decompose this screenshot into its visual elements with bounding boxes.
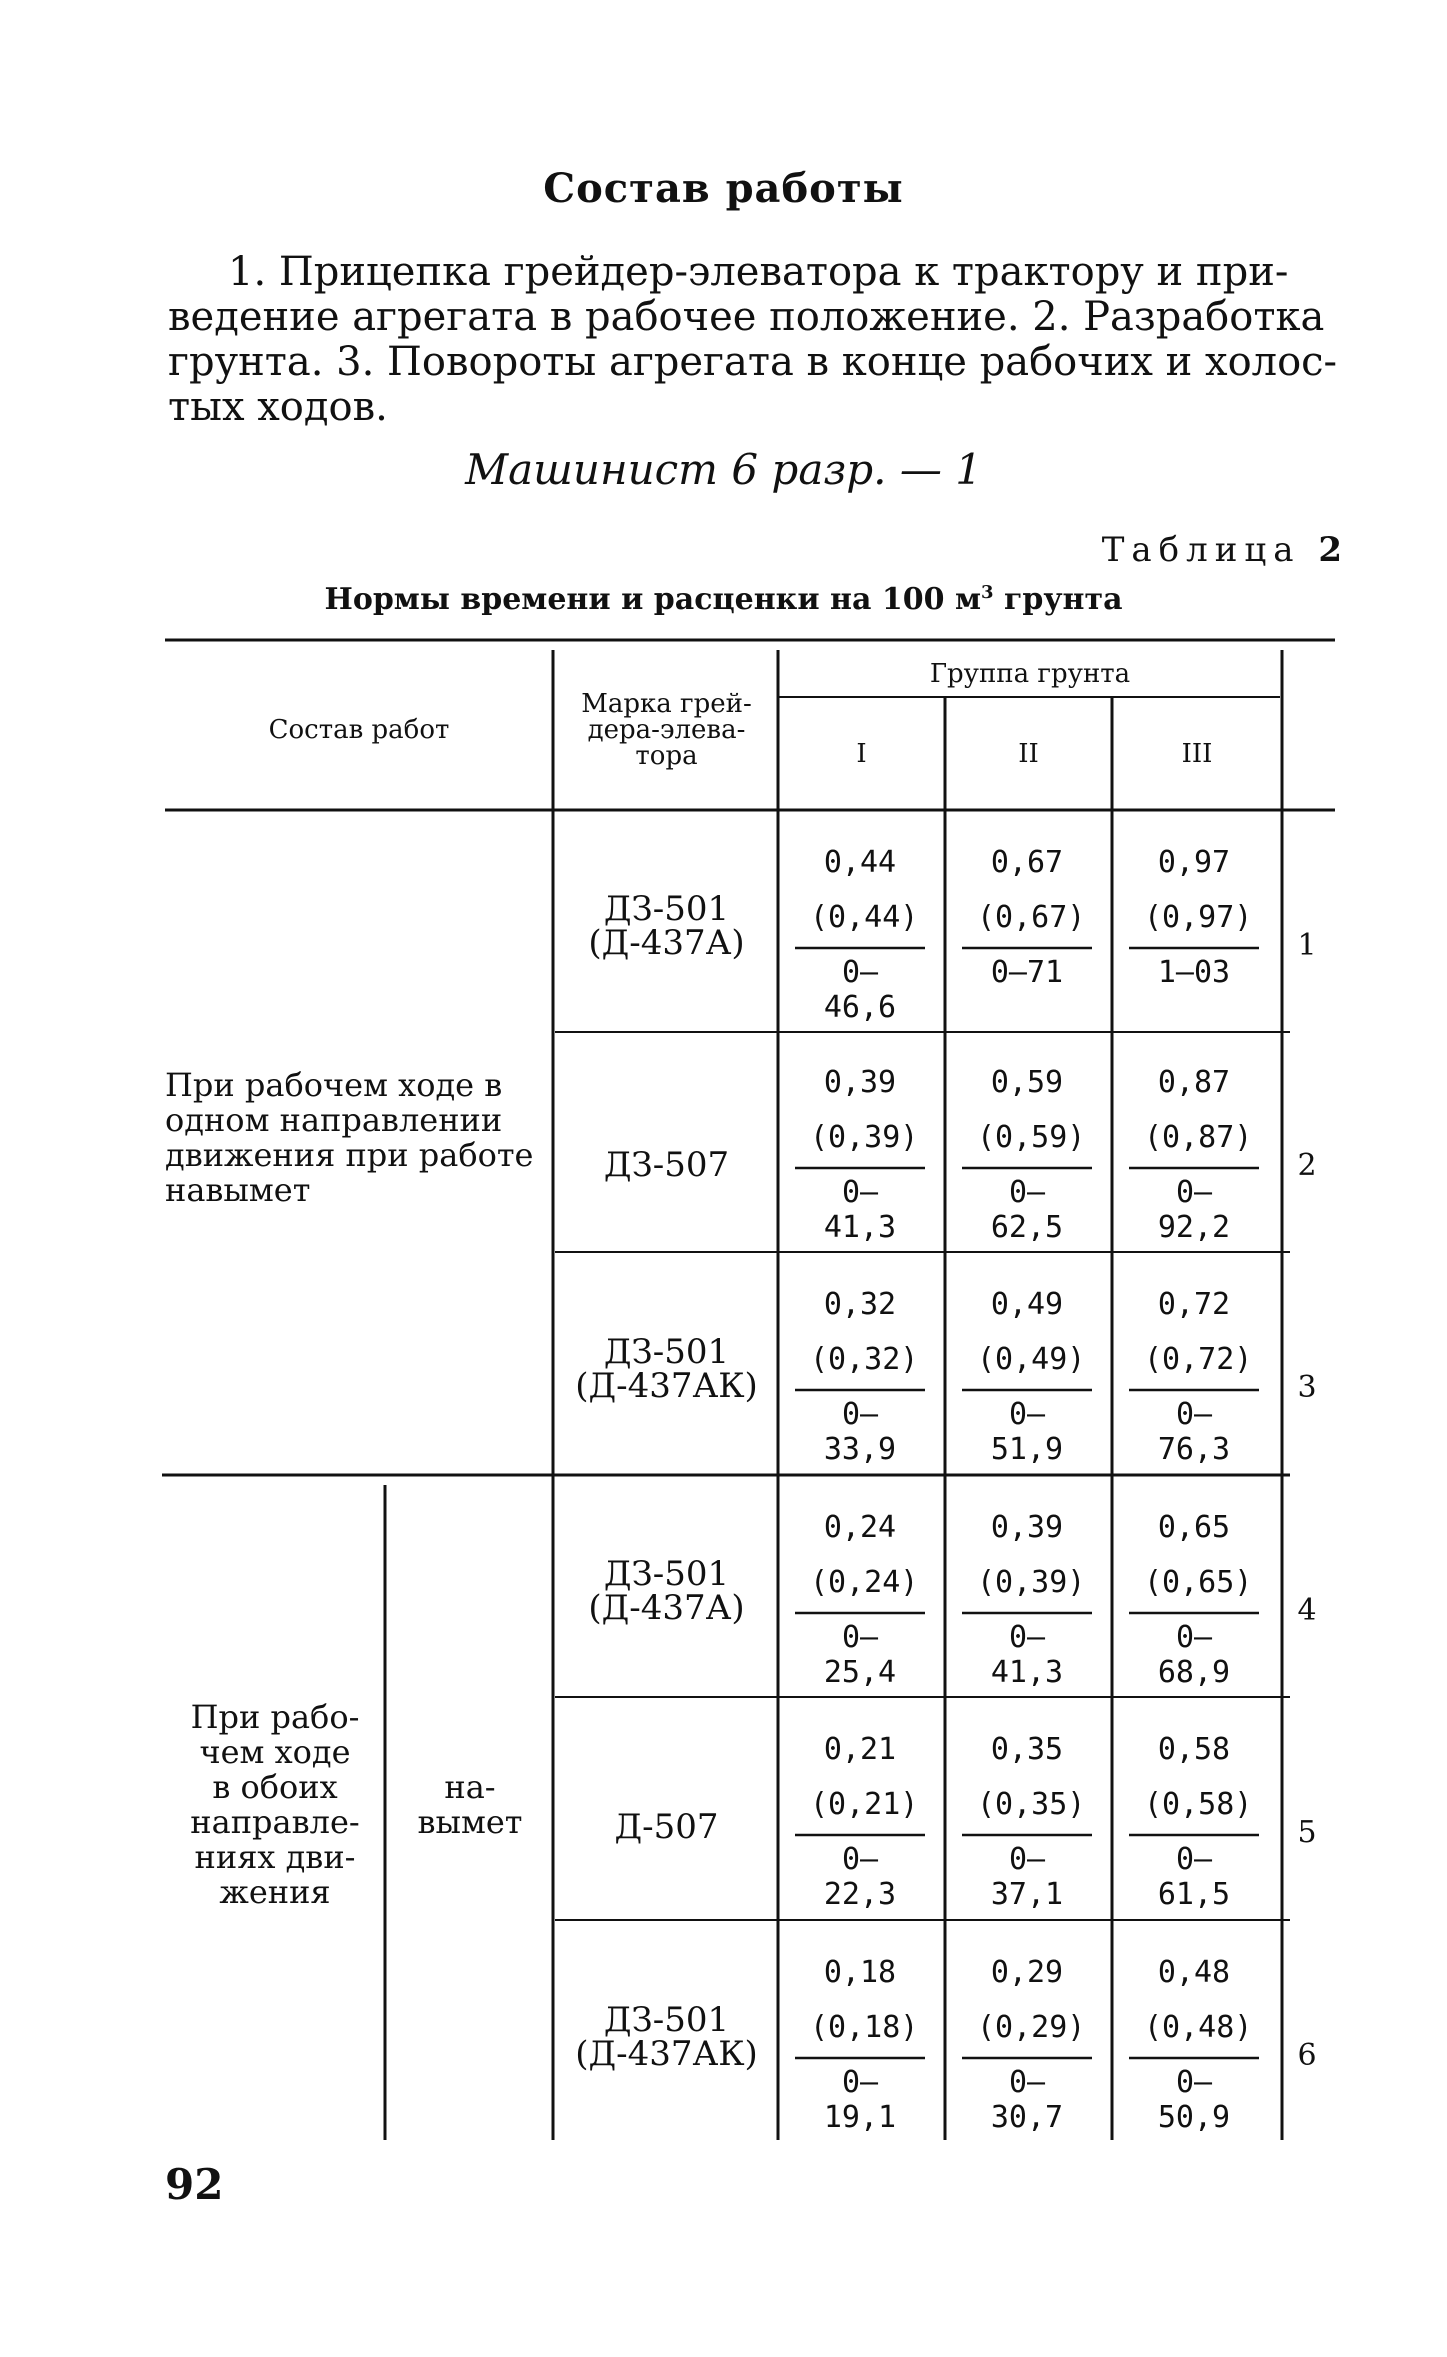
norm-value: 0,87 <box>1157 1065 1231 1100</box>
paragraph-line: 1. Прицепка грейдер-элеватора к трактору и при- <box>228 249 1289 295</box>
brand-line: ДЗ-501 <box>603 1554 730 1594</box>
rate-value: 0—62,5 <box>990 1175 1064 1245</box>
desc-line: жения <box>219 1873 331 1911</box>
header-marka-line: тора <box>635 741 698 771</box>
rate-value: 0—25,4 <box>823 1620 897 1690</box>
header-marka <box>555 650 778 810</box>
norm-value-paren: (0,39) <box>810 1120 919 1155</box>
rate-value: 0—30,7 <box>990 2065 1064 2135</box>
norm-value: 0,44 <box>823 845 897 880</box>
norm-value: 0,67 <box>990 845 1064 880</box>
norm-value: 0,21 <box>823 1732 897 1767</box>
section-2-sub-description <box>395 1770 545 1840</box>
desc-line: вымет <box>417 1803 523 1841</box>
norm-value: 0,29 <box>990 1955 1064 1990</box>
brand-line: (Д-437А) <box>588 1588 745 1628</box>
norm-value: 0,32 <box>823 1287 897 1322</box>
norm-value: 0,58 <box>1157 1732 1231 1767</box>
norm-value: 0,49 <box>990 1287 1064 1322</box>
desc-line: направле- <box>190 1803 360 1841</box>
desc-line: в обоих <box>212 1768 338 1806</box>
brand-cell <box>555 1707 778 1947</box>
brand-line: Д-507 <box>614 1807 719 1847</box>
norm-value-paren: (0,49) <box>977 1342 1086 1377</box>
header-group-1: I <box>856 738 867 769</box>
norm-value-paren: (0,18) <box>810 2010 919 2045</box>
paragraph-line: грунта. 3. Повороты агрегата в конце рабочих и холос- <box>168 339 1338 385</box>
norm-value-paren: (0,58) <box>1144 1787 1253 1822</box>
header-group-3: III <box>1181 738 1213 769</box>
norm-value: 0,18 <box>823 1955 897 1990</box>
caption-superscript: 3 <box>981 582 994 603</box>
brand-cell <box>555 1045 778 1285</box>
norm-value: 0,72 <box>1157 1287 1231 1322</box>
rate-value: 0—41,3 <box>990 1620 1064 1690</box>
header-gruppa-grunta: Группа грунта <box>929 658 1131 689</box>
brand-line: ДЗ-501 <box>603 1331 730 1372</box>
norm-value-paren: (0,44) <box>810 900 919 935</box>
row-number: 5 <box>1297 1814 1317 1850</box>
desc-line: навымет <box>165 1171 311 1209</box>
header-sostav-rabot: Состав работ <box>268 715 450 745</box>
header-marka-line: дера-элева- <box>587 715 746 745</box>
norm-value: 0,24 <box>823 1510 897 1545</box>
caption-text: Нормы времени и расценки на 100 м <box>324 582 981 617</box>
paragraph-line: ведение агрегата в рабочее положение. 2. Разработка <box>168 294 1325 340</box>
rate-value: 0—68,9 <box>1157 1620 1231 1690</box>
norm-value-paren: (0,97) <box>1144 900 1253 935</box>
section-heading: Состав работы <box>543 165 904 212</box>
rate-value: 0—19,1 <box>823 2065 897 2135</box>
brand-line: ДЗ-501 <box>603 1999 730 2040</box>
rate-value: 0—76,3 <box>1157 1397 1231 1467</box>
norm-value-paren: (0,39) <box>977 1565 1086 1600</box>
norm-value-paren: (0,65) <box>1144 1565 1253 1600</box>
desc-line: При рабо- <box>190 1698 360 1736</box>
rate-value: 0—71 <box>990 955 1064 990</box>
rate-value: 0—22,3 <box>823 1842 897 1912</box>
table-label: Таблица <box>1101 530 1301 570</box>
norm-value-paren: (0,21) <box>810 1787 919 1822</box>
norm-value: 0,59 <box>990 1065 1064 1100</box>
brand-cell <box>555 1930 778 2143</box>
brand-line: (Д-437АК) <box>575 1365 758 1406</box>
rate-value: 1—03 <box>1157 955 1231 990</box>
section-1-description <box>165 1068 537 1208</box>
norm-value-paren: (0,24) <box>810 1565 919 1600</box>
header-group-2: II <box>1018 738 1039 769</box>
brand-cell <box>555 820 778 1032</box>
row-number: 6 <box>1297 2037 1317 2073</box>
rate-value: 0—33,9 <box>823 1397 897 1467</box>
brand-line: (Д-437АК) <box>575 2033 758 2074</box>
norm-value: 0,97 <box>1157 845 1231 880</box>
norm-value: 0,39 <box>823 1065 897 1100</box>
row-number: 4 <box>1297 1592 1317 1628</box>
desc-line: движения при работе <box>165 1136 534 1174</box>
desc-line: чем ходе <box>199 1733 351 1771</box>
section-2-description <box>175 1700 375 1910</box>
rate-value: 0—50,9 <box>1157 2065 1231 2135</box>
desc-line: ниях дви- <box>194 1838 356 1876</box>
rate-value: 0—61,5 <box>1157 1842 1231 1912</box>
norm-value: 0,35 <box>990 1732 1064 1767</box>
norm-value-paren: (0,59) <box>977 1120 1086 1155</box>
norm-value-paren: (0,29) <box>977 2010 1086 2045</box>
norm-value-paren: (0,32) <box>810 1342 919 1377</box>
norm-value-paren: (0,87) <box>1144 1120 1253 1155</box>
norm-value-paren: (0,48) <box>1144 2010 1253 2045</box>
brand-line: ДЗ-501 <box>603 889 730 929</box>
norm-value: 0,65 <box>1157 1510 1231 1545</box>
rate-value: 0—92,2 <box>1157 1175 1231 1245</box>
norm-value-paren: (0,67) <box>977 900 1086 935</box>
header-marka-line: Марка грей- <box>581 689 752 719</box>
page-number: 92 <box>165 2160 224 2209</box>
row-number: 3 <box>1297 1369 1317 1405</box>
brand-cell <box>555 1262 778 1475</box>
desc-line: При рабочем ходе в <box>165 1066 503 1104</box>
rate-value: 0—51,9 <box>990 1397 1064 1467</box>
row-number: 2 <box>1297 1147 1317 1183</box>
rate-value: 0—37,1 <box>990 1842 1064 1912</box>
norm-value: 0,48 <box>1157 1955 1231 1990</box>
desc-line: одном направлении <box>165 1101 503 1139</box>
norm-value-paren: (0,72) <box>1144 1342 1253 1377</box>
worker-grade: Машинист 6 разр. — 1 <box>465 445 982 494</box>
table-number: 2 <box>1318 530 1342 570</box>
desc-line: на- <box>444 1768 496 1806</box>
norm-value-paren: (0,35) <box>977 1787 1086 1822</box>
brand-cell <box>555 1485 778 1697</box>
brand-line: ДЗ-507 <box>603 1145 730 1185</box>
caption-tail: грунта <box>993 582 1123 617</box>
row-number: 1 <box>1297 927 1317 963</box>
rate-value: 0—41,3 <box>823 1175 897 1245</box>
norm-value: 0,39 <box>990 1510 1064 1545</box>
rate-value: 0—46,6 <box>823 955 897 1025</box>
brand-line: (Д-437А) <box>588 923 745 963</box>
paragraph-line: тых ходов. <box>168 384 388 430</box>
